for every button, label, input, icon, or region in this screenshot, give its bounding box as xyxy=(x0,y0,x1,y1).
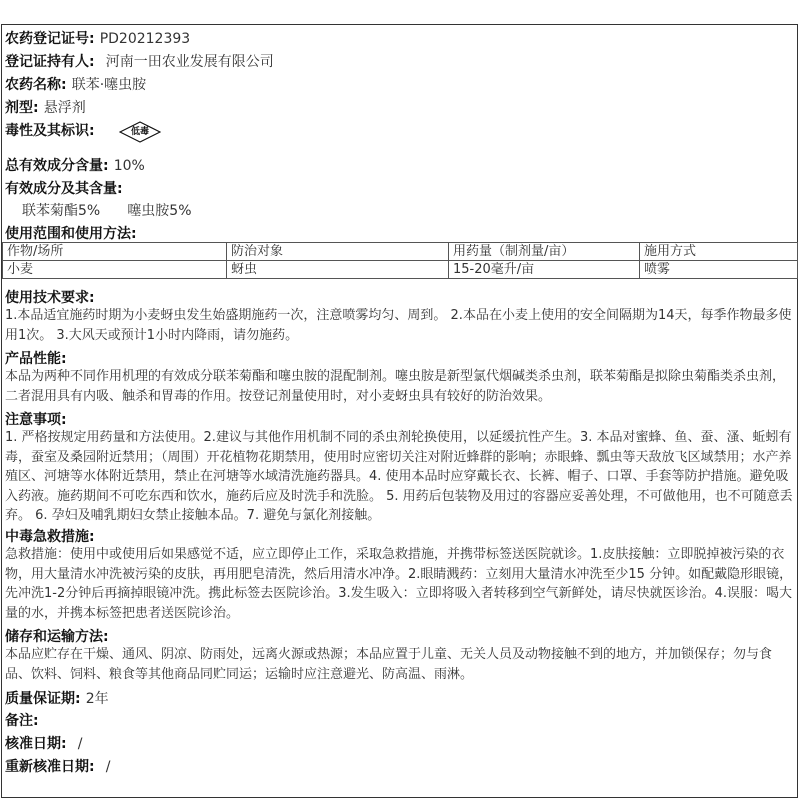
storage-text: 本品应贮存在干燥、通风、阴凉、防雨处，远离火源或热源；本品应置于儿童、无关人员及动物接触不到的地方，并加锁保存；勿与食品、饮料、饲料、粮食等其他商品同贮同运；运输时应注意避光、防高温、雨淋。 xyxy=(5,647,773,682)
storage-label: 储存和运输方法: xyxy=(5,629,109,645)
remarks-label: 备注: xyxy=(5,713,39,729)
reapproval-date-label: 重新核准日期: xyxy=(5,759,95,775)
name-value: 联苯·噻虫胺 xyxy=(71,77,147,93)
approval-date-row xyxy=(5,733,82,753)
approval-date-label: 核准日期: xyxy=(5,736,67,752)
ingredients-label: 有效成分及其含量: xyxy=(5,181,123,197)
name-row xyxy=(5,74,146,94)
precautions-text: 1. 严格按规定用药量和方法使用。2.建议与其他作用机制不同的杀虫剂轮换使用，以延缓抗性产生。3. 本品对蜜蜂、鱼、蚕、溞、蚯蚓有毒，蚕室及桑园附近禁用；（周围）开花植物花期禁用，使用时应密切关注对附近蜂群的影响；赤眼蜂、瓢虫等天敌放飞区域禁用；水产养殖区、河塘等水体附近禁用，禁止在河塘等水域清洗施药器具。4. 使用本品时应穿戴长衣、长裤、帽子、口罩、手套等防护措施。避免吸入药液。施药期间不可吃东西和饮水，施药后应及时洗手和洗脸。 5. 用药后包装物及用过的容器应妥善处理，不可做他用，也不可随意丢弃。 6. 孕妇及哺乳期妇女禁止接触本品。7. 避免与氯化剂接触。 xyxy=(5,430,793,523)
remarks-row xyxy=(5,710,39,730)
shelf-life-value: 2年 xyxy=(85,691,109,707)
tech-heading xyxy=(5,287,95,307)
first-aid-label: 中毒急救措施: xyxy=(5,529,95,545)
total-content-value: 10% xyxy=(113,158,145,174)
toxicity-label: 毒性及其标识: xyxy=(5,123,95,139)
ingredient-item: 联苯菊酯5% xyxy=(22,203,101,219)
first-aid-text: 急救措施：使用中或使用后如果感觉不适，应立即停止工作，采取急救措施，并携带标签送医院就诊。1.皮肤接触：立即脱掉被污染的衣物，用大量清水冲洗被污染的皮肤，再用肥皂清洗，然后用清水冲净。2.眼睛溅药：立刻用大量清水冲洗至少15 分钟。如配戴隐形眼镜，先冲洗1-2分钟后再摘掉眼镜冲洗。携此标签去医院诊治。3.发生吸入：立即将吸入者转移到空气新鲜处，请尽快就医诊治。4.误服：喝大量的水，并携本标签把患者送医院诊治。 xyxy=(5,547,793,621)
table-row xyxy=(3,261,798,279)
holder-value: 河南一田农业发展有限公司 xyxy=(105,54,274,70)
performance-heading xyxy=(5,348,67,368)
usage-row xyxy=(5,223,137,243)
formulation-label: 剂型: xyxy=(5,100,39,116)
holder-label: 登记证持有人: xyxy=(5,54,95,70)
low-toxicity-badge xyxy=(119,121,161,143)
table-cell: 喷雾 xyxy=(640,261,798,279)
tech-text: 1.本品适宜施药时期为小麦蚜虫发生始盛期施药一次，注意喷雾均匀、周到。 2.本品在小麦上使用的安全间隔期为14天，每季作物最多使用1次。 3.大风天或预计1小时内降雨，请勿施药。 xyxy=(5,308,792,343)
performance-text: 本品为两种不同作用机理的有效成分联苯菊酯和噻虫胺的混配制剂。噻虫胺是新型氯代烟碱类杀虫剂，联苯菊酯是拟除虫菊酯类杀虫剂，二者混用具有内吸、触杀和胃毒的作用。按登记剂量使用时，对小麦蚜虫具有较好的防治效果。 xyxy=(5,369,786,404)
usage-label: 使用范围和使用方法: xyxy=(5,226,137,242)
total-content-row xyxy=(5,155,145,175)
formulation-row xyxy=(5,97,86,117)
ingredient-item: 噻虫胺5% xyxy=(127,203,192,219)
holder-row xyxy=(5,51,274,71)
storage-heading xyxy=(5,626,109,646)
registration-row xyxy=(5,28,190,48)
table-cell: 15-20毫升/亩 xyxy=(449,261,640,279)
ingredients-row xyxy=(5,178,123,198)
table-header-cell: 用药量（制剂量/亩） xyxy=(449,243,640,261)
precautions-heading xyxy=(5,409,67,429)
reapproval-date-row xyxy=(5,756,110,776)
table-header-cell: 作物/场所 xyxy=(3,243,227,261)
precautions-label: 注意事项: xyxy=(5,412,67,428)
badge-text: 低毒 xyxy=(130,127,149,137)
registration-value: PD20212393 xyxy=(99,31,191,47)
name-label: 农药名称: xyxy=(5,77,67,93)
usage-table xyxy=(2,242,798,279)
shelf-life-row xyxy=(5,688,109,708)
first-aid-heading xyxy=(5,526,95,546)
formulation-value: 悬浮剂 xyxy=(43,100,86,116)
table-header-cell: 施用方式 xyxy=(640,243,798,261)
shelf-life-label: 质量保证期: xyxy=(5,691,81,707)
table-header-cell: 防治对象 xyxy=(227,243,449,261)
approval-date-value: / xyxy=(77,736,83,752)
table-cell: 蚜虫 xyxy=(227,261,449,279)
reapproval-date-value: / xyxy=(105,759,111,775)
table-cell: 小麦 xyxy=(3,261,227,279)
registration-label: 农药登记证号: xyxy=(5,31,95,47)
ingredients-list xyxy=(22,200,192,220)
total-content-label: 总有效成分含量: xyxy=(5,158,109,174)
table-header-row xyxy=(3,243,798,261)
tech-label: 使用技术要求: xyxy=(5,290,95,306)
performance-label: 产品性能: xyxy=(5,351,67,367)
toxicity-row xyxy=(5,120,95,140)
